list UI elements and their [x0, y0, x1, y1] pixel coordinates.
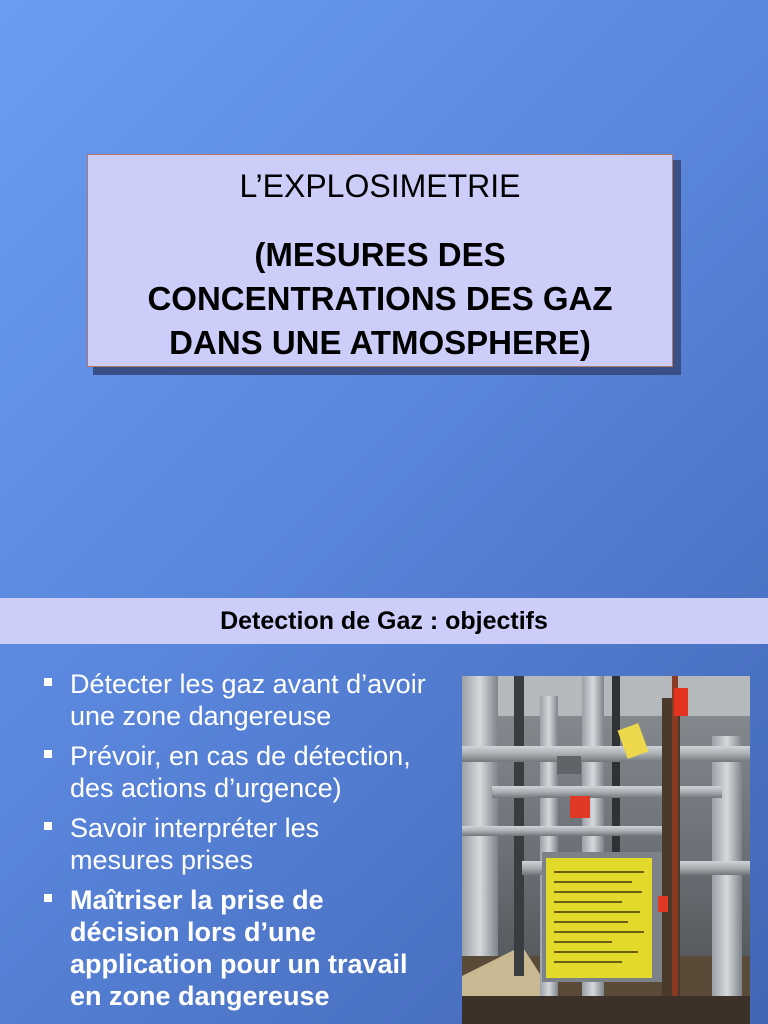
subtitle-line: (MESURES DES: [254, 236, 506, 273]
industrial-site-photo: [462, 676, 750, 1024]
list-item-line: application pour un travail: [70, 949, 408, 979]
list-item-line: Maîtriser la prise de: [70, 885, 324, 915]
list-item-line: mesures prises: [70, 845, 254, 875]
list-item: [40, 884, 470, 1012]
list-item: [40, 740, 470, 804]
subtitle-line: DANS UNE ATMOSPHERE): [169, 324, 591, 361]
list-item-line: Savoir interpréter les: [70, 813, 320, 843]
page-subtitle: [88, 233, 672, 365]
square-bullet-icon: [44, 822, 52, 830]
list-item-line: Prévoir, en cas de détection,: [70, 741, 411, 771]
industrial-photo-illustration: [462, 676, 750, 1024]
list-item-line: en zone dangereuse: [70, 981, 330, 1011]
subtitle-line: CONCENTRATIONS DES GAZ: [147, 280, 613, 317]
title-box: [87, 154, 673, 367]
section-heading: Detection de Gaz : objectifs: [220, 607, 548, 635]
list-item-line: une zone dangereuse: [70, 701, 332, 731]
objectives-list: [40, 668, 470, 1020]
square-bullet-icon: [44, 750, 52, 758]
page-title: L’EXPLOSIMETRIE: [239, 168, 521, 204]
square-bullet-icon: [44, 894, 52, 902]
list-item-line: Détecter les gaz avant d’avoir: [70, 669, 426, 699]
list-item-line: décision lors d’une: [70, 917, 317, 947]
list-item: [40, 812, 470, 876]
section-heading-band: [0, 598, 768, 644]
square-bullet-icon: [44, 678, 52, 686]
list-item-line: des actions d’urgence): [70, 773, 342, 803]
list-item: [40, 668, 470, 732]
